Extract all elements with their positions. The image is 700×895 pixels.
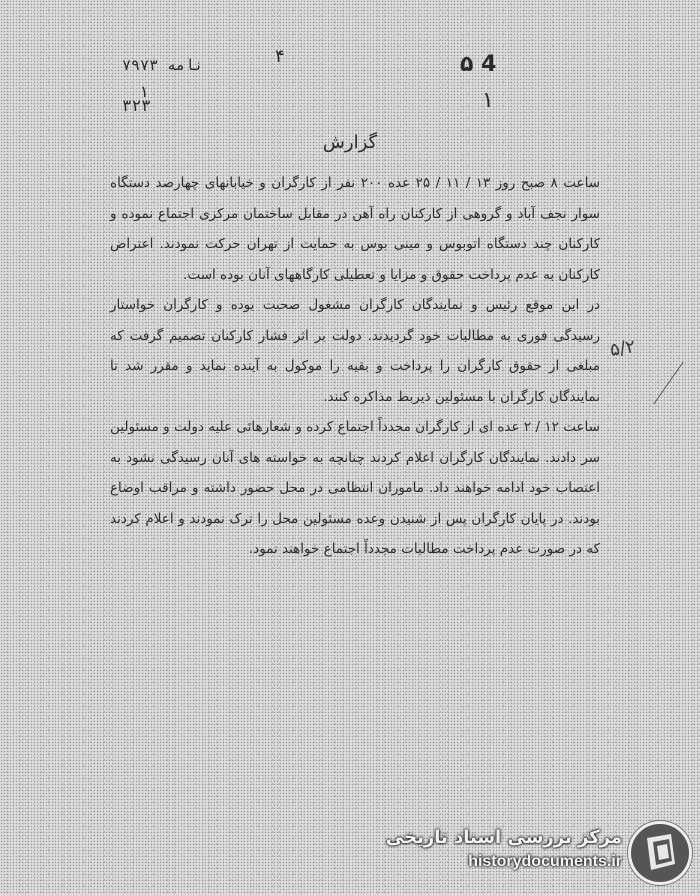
archive-watermark	[385, 821, 692, 885]
paragraph-2: در این موقع رئیس و نمایندگان کارگران مشغول صحبت بوده و کارگران خواستار رسیدگی فوری به مطالبات خود گردیدند. دولت بر اثر فشار کارکنان تصمیم گرفت که مبلغی از حقوق کارگران را پرداخت و بقیه را موکول به آینده نماید و مقرر شد تا نمایندگان کارگران با مسئولین ذیربط مذاکره کنند.	[110, 297, 600, 405]
document-title: گزارش	[322, 132, 378, 153]
watermark-title: مرکز بررسی اسناد تاریخی	[385, 827, 622, 848]
margin-stroke	[613, 362, 683, 404]
reference-number-top: ۱	[140, 82, 149, 101]
archive-logo-icon	[628, 821, 692, 885]
paragraph-1: ساعت ۸ صبح روز ۱۳ / ۱۱ / ۲۵ عده ۲۰۰ نفر از کارگران و خیابانهای چهارصد دستگاه سوار نجف آباد و گروهی از کارکنان راه آهن در مقابل ساختمان مرکزی اجتماع نموده و کارکنان چند دستگاه اتوبوس و مینی بوس به حمایت از تهران حرکت نمودند. اعتراض کارکنان به عدم پرداخت حقوق و مزایا و تعطیلی کارگاههای آنان بوده است.	[110, 175, 601, 283]
handwritten-mark-secondary: ۱	[482, 88, 494, 113]
reference-number-bottom: ۳۲۳	[122, 96, 151, 115]
page-index-mark: 4 ۵	[460, 52, 497, 77]
handwritten-mark: ۴	[275, 46, 285, 67]
paragraph-3: ساعت ۱۲ / ۲ عده ای از کارگران مجدداً اجتماع کرده و شعارهائی علیه دولت و مسئولین سر دادند. نمایندگان کارگران اعلام کردند چنانچه به خواسته های آنان رسیدگی نشود به اعتصاب خود ادامه خواهند داد. ماموران انتظامی در محل حضور داشته و مراقب اوضاع بودند. در پایان کارگران پس از شنیدن وعده مسئولین محل را ترک نمودند و اعلام کردند که در صورت عدم پرداخت مطالبات مجدداً اجتماع خواهند نمود.	[110, 419, 600, 557]
margin-annotation: ۵/۲	[608, 335, 638, 362]
document-body	[110, 168, 600, 565]
watermark-url: historydocuments.ir	[468, 853, 622, 870]
letter-code: نامه ۷۹۷۳	[122, 56, 204, 74]
